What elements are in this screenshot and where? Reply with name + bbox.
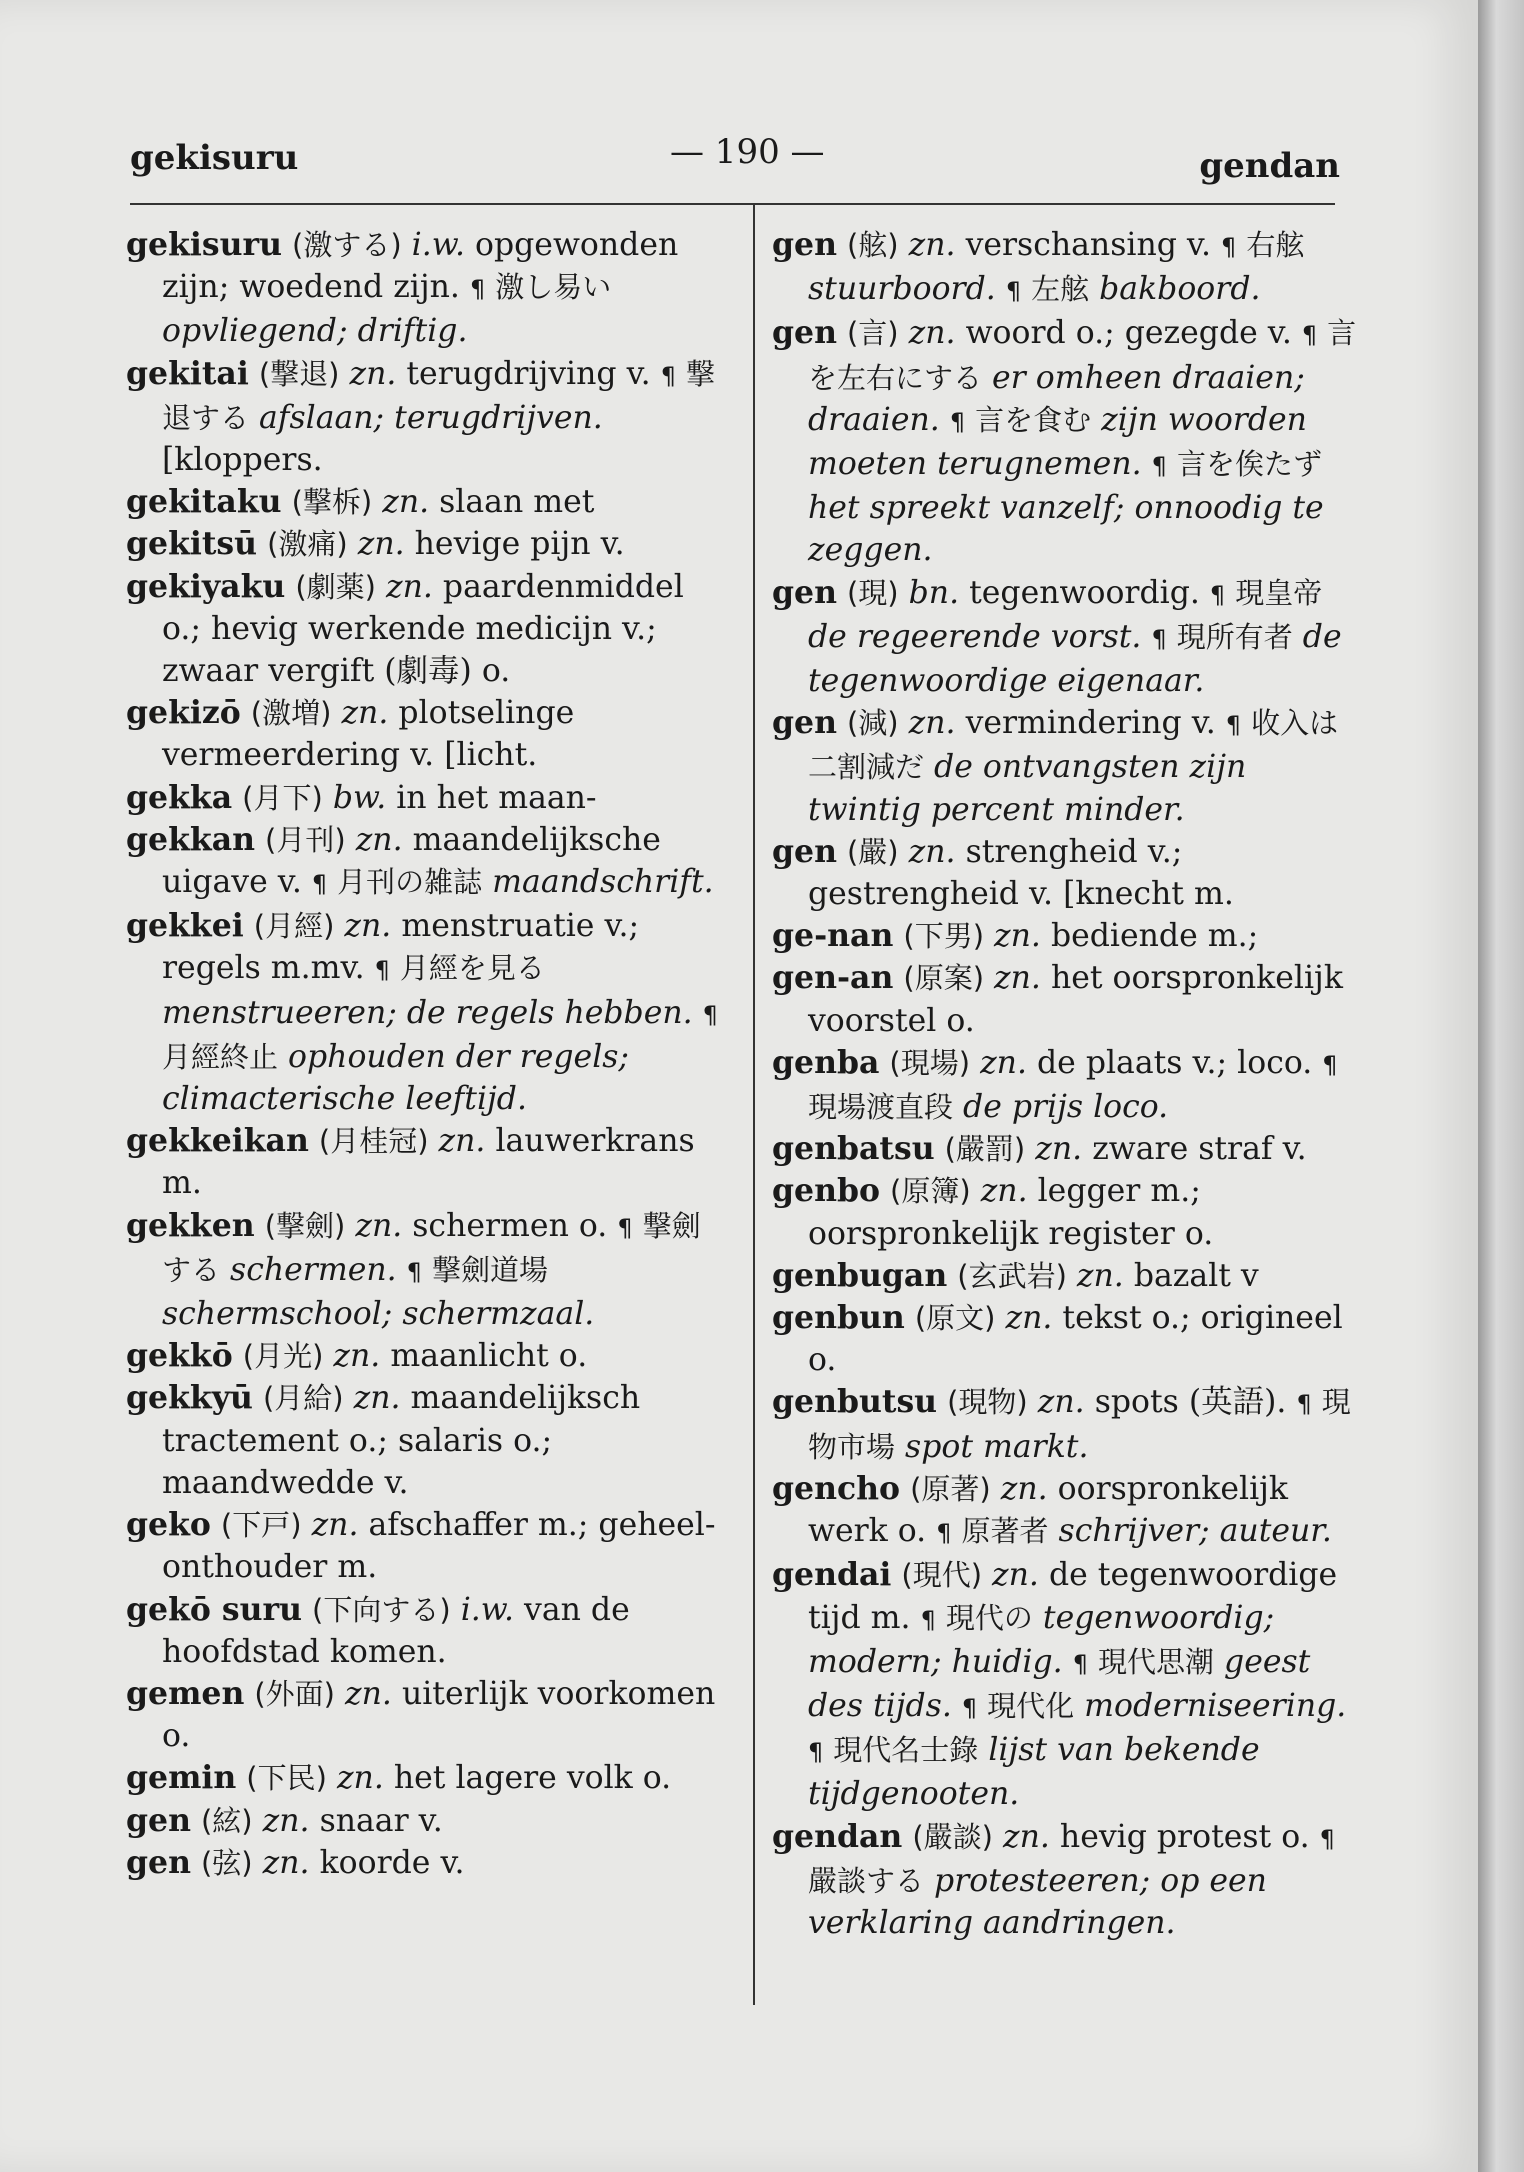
pilcrow-mark: ¶ (1209, 580, 1226, 609)
example-translation: zijn woorden moeten terugnemen. (808, 401, 1307, 483)
headword: gekitsū (126, 525, 258, 563)
definition: het oorspronkelijk voorstel o. (808, 960, 1343, 1039)
headword: ge-nan (772, 917, 894, 955)
dictionary-entry (772, 1042, 1362, 1128)
grammar-label: bn. (908, 574, 960, 611)
example-kanji: 右舷 (1246, 228, 1305, 262)
example-kanji: 激し易い (495, 270, 612, 305)
definition: tekst o.; origineel o. (808, 1300, 1343, 1379)
dictionary-entry (126, 1335, 726, 1377)
headword: gen (772, 226, 837, 263)
definition: tegenwoordig. (969, 574, 1200, 611)
headword: gekō suru (126, 1590, 303, 1628)
headword: gekiyaku (126, 567, 286, 605)
dictionary-entry (126, 224, 726, 353)
headword: gekizō (126, 694, 241, 732)
example-translation: maandschrift. (492, 864, 714, 901)
pilcrow-mark: ¶ (1005, 277, 1022, 306)
dictionary-entry (772, 224, 1362, 312)
headword: gen (772, 704, 837, 742)
example-kanji: 月刊の雑誌 (337, 865, 483, 900)
grammar-label: zn. (353, 1380, 401, 1417)
example-translation: de tegenwoordige eigenaar. (808, 618, 1342, 700)
example-translation: het spreekt vanzelf; onnoodig te zeggen. (808, 490, 1324, 569)
dictionary-entry (126, 905, 726, 1120)
definition: hevige pijn v. (414, 526, 625, 563)
kanji-form: (撃退) (258, 356, 340, 391)
dictionary-entry (126, 1589, 726, 1673)
pilcrow-mark: ¶ (469, 275, 486, 304)
grammar-label: zn. (992, 1557, 1039, 1594)
grammar-label: zn. (1000, 1470, 1048, 1507)
headword: gemen (126, 1674, 245, 1712)
grammar-label: zn. (355, 1207, 403, 1244)
grammar-label: zn. (311, 1507, 359, 1544)
definition: strengheid v.; gestrengheid v. (808, 833, 1183, 913)
pilcrow-mark: ¶ (702, 1000, 718, 1029)
kanji-form: (嚴罰) (944, 1132, 1026, 1167)
dictionary-entry (772, 572, 1362, 703)
pilcrow-mark: ¶ (920, 1605, 936, 1634)
headword: gemin (126, 1759, 237, 1797)
pilcrow-mark: ¶ (617, 1213, 633, 1242)
kanji-form: (月經) (253, 909, 335, 944)
kanji-form: (撃劍) (264, 1208, 346, 1243)
continuation-note: [kloppers. (162, 442, 323, 479)
headword: gekkei (126, 907, 244, 945)
example-translation: moderniseering. (1084, 1687, 1347, 1724)
headword: gen (126, 1801, 191, 1839)
kanji-form: (激痛) (267, 527, 348, 562)
example-translation: de regeerende vorst. (808, 618, 1142, 655)
definition: legger m.; oorspronkelijk register o. (808, 1173, 1214, 1252)
kanji-form: (月下) (242, 780, 323, 815)
headword: gendai (772, 1556, 892, 1594)
grammar-label: zn. (336, 1760, 384, 1797)
definition: spots (英語). (1094, 1384, 1287, 1421)
example-translation: menstrueeren; de regels hebben. (162, 994, 693, 1031)
example-kanji: 撃退する (162, 356, 715, 435)
dictionary-entry (126, 1800, 726, 1842)
pilcrow-mark: ¶ (1322, 1050, 1338, 1079)
dictionary-entry (772, 1297, 1362, 1381)
pilcrow-mark: ¶ (1221, 233, 1237, 261)
dictionary-entry (772, 702, 1362, 831)
definition: menstruatie v.; regels m.mv. (162, 908, 640, 987)
grammar-label: zn. (908, 227, 956, 263)
grammar-label: zn. (355, 821, 403, 858)
definition: slaan met (439, 484, 595, 521)
pilcrow-mark: ¶ (406, 1257, 422, 1286)
grammar-label: zn. (994, 960, 1041, 997)
kanji-form: (舷) (846, 228, 899, 262)
grammar-label: zn. (341, 695, 389, 732)
example-kanji: 嚴談する (808, 1863, 925, 1898)
dictionary-entry (126, 353, 726, 482)
kanji-form: (絃) (200, 1803, 253, 1838)
kanji-form: (撃柝) (291, 485, 373, 520)
headword: gekisuru (126, 226, 282, 263)
example-kanji: 現代思潮 (1098, 1644, 1215, 1679)
grammar-label: zn. (262, 1802, 310, 1839)
dictionary-entry (126, 1673, 726, 1757)
example-translation: schermen. (230, 1251, 397, 1288)
grammar-label: zn. (1002, 1818, 1050, 1855)
grammar-label: i.w. (411, 227, 465, 263)
grammar-label: zn. (349, 355, 397, 392)
dictionary-entry (126, 1842, 726, 1884)
pilcrow-mark: ¶ (1296, 1390, 1312, 1419)
example-kanji: 現場渡直段 (808, 1090, 954, 1125)
example-translation: bakboord. (1099, 271, 1261, 308)
definition: uiterlijk voorkomen o. (162, 1675, 716, 1755)
kanji-form: (月給) (262, 1381, 344, 1416)
definition: verschansing v. (965, 227, 1211, 263)
kanji-form: (下戸) (220, 1508, 302, 1543)
example-translation: schermschool; schermzaal. (162, 1296, 595, 1333)
pilcrow-mark: ¶ (1072, 1649, 1088, 1678)
pilcrow-mark: ¶ (1301, 321, 1318, 350)
example-translation: stuurboord. (808, 271, 996, 308)
headword: gen (772, 832, 837, 870)
kanji-form: (嚴談) (912, 1819, 993, 1854)
pilcrow-mark: ¶ (1151, 452, 1167, 481)
kanji-form: (嚴) (846, 834, 899, 869)
kanji-form: (月桂冠) (318, 1124, 429, 1159)
example-translation: spot markt. (905, 1428, 1089, 1465)
kanji-form: (現) (846, 575, 899, 610)
grammar-label: zn. (438, 1123, 486, 1160)
headword: gekka (126, 778, 233, 816)
dictionary-entry (772, 1554, 1362, 1815)
left-guide-word: gekisuru (130, 138, 299, 178)
definition: bazalt v (1133, 1257, 1259, 1294)
dictionary-entry (126, 692, 726, 776)
headword: gekkyū (126, 1379, 253, 1417)
grammar-label: i.w. (460, 1591, 515, 1628)
example-translation: de prijs loco. (963, 1089, 1169, 1126)
example-kanji: 月經を見る (399, 951, 545, 986)
kanji-form: (原著) (910, 1471, 991, 1506)
kanji-form: (外面) (254, 1676, 335, 1711)
dictionary-entry (772, 957, 1362, 1041)
definition: maanlicht o. (390, 1338, 588, 1375)
kanji-form: (言) (846, 316, 899, 351)
grammar-label: zn. (1005, 1300, 1053, 1337)
headword: gekkan (126, 820, 256, 858)
kanji-form: (劇薬) (295, 569, 376, 604)
example-kanji: 言を俟たず (1176, 447, 1322, 482)
kanji-form: (原文) (914, 1301, 996, 1336)
headword: gen (772, 573, 837, 611)
kanji-form: (現場) (889, 1045, 971, 1080)
dictionary-entry (772, 1170, 1362, 1254)
definition: opgewonden zijn; woedend zijn. (162, 227, 679, 306)
grammar-label: zn. (345, 1675, 392, 1712)
grammar-label: zn. (382, 484, 430, 521)
definition: paardenmiddel o.; hevig werkende medicijn v.; zwaar vergift (劇毒) o. (162, 568, 684, 690)
definition: de plaats v.; loco. (1037, 1044, 1313, 1081)
dictionary-entry (772, 831, 1362, 915)
pilcrow-mark: ¶ (936, 1519, 952, 1548)
kanji-form: (玄武岩) (957, 1258, 1067, 1293)
pilcrow-mark: ¶ (1225, 711, 1242, 740)
header-rule (130, 203, 1335, 205)
pilcrow-mark: ¶ (1319, 1824, 1335, 1853)
pilcrow-mark: ¶ (808, 1738, 824, 1767)
headword: gencho (772, 1469, 901, 1507)
example-kanji: 現代の (945, 1600, 1033, 1635)
definition: van de hoofdstad komen. (162, 1591, 630, 1670)
grammar-label: zn. (980, 1173, 1028, 1210)
example-translation: opvliegend; driftig. (162, 313, 468, 350)
right-guide-word: gendan (1199, 146, 1340, 186)
headword: genbatsu (772, 1130, 935, 1168)
headword: genbo (772, 1172, 881, 1210)
example-translation: lijst van bekende tijdgenooten. (808, 1732, 1260, 1813)
headword: gekitai (126, 354, 249, 392)
right-column (772, 224, 1362, 1944)
grammar-label: bw. (332, 779, 387, 816)
grammar-label: zn. (994, 918, 1041, 955)
headword: gekitaku (126, 483, 282, 521)
dictionary-entry (772, 915, 1362, 957)
kanji-form: (弦) (200, 1845, 253, 1880)
dictionary-entry (126, 523, 726, 565)
example-translation: protesteeren; op een verklaring aandringen. (808, 1862, 1267, 1941)
headword: gekkeikan (126, 1122, 309, 1160)
kanji-form: (激する) (292, 228, 402, 262)
kanji-form: (月光) (242, 1339, 324, 1374)
grammar-label: zn. (262, 1844, 310, 1881)
pilcrow-mark: ¶ (311, 870, 328, 899)
definition: zware straf v. (1092, 1131, 1307, 1168)
pilcrow-mark: ¶ (961, 1693, 978, 1722)
definition: het lagere volk o. (393, 1760, 672, 1797)
kanji-form: (原簿) (890, 1174, 971, 1209)
headword: genbutsu (772, 1383, 938, 1421)
definition: koorde v. (319, 1844, 465, 1881)
example-translation: schrijver; auteur. (1058, 1513, 1332, 1550)
example-translation: er omheen draaien; draaien. (808, 359, 1305, 438)
example-translation: tegenwoordig; modern; huidig. (808, 1599, 1275, 1680)
example-kanji: 收入は二割減だ (808, 706, 1339, 785)
dictionary-entry (772, 1255, 1362, 1297)
continuation-note: [licht. (444, 737, 538, 774)
page-header (130, 120, 1340, 190)
example-translation: geest des tijds. (808, 1643, 1311, 1724)
pilcrow-mark: ¶ (949, 407, 966, 436)
grammar-label: zn. (1035, 1131, 1083, 1168)
definition: afschaffer m.; geheel-onthouder m. (162, 1507, 716, 1586)
dictionary-entry (126, 1377, 726, 1504)
kanji-form: (減) (846, 706, 899, 741)
left-column (126, 224, 726, 1884)
definition: de tegenwoordige tijd m. (808, 1557, 1338, 1636)
dictionary-entry (772, 1468, 1362, 1554)
definition: snaar v. (319, 1802, 443, 1839)
dictionary-entry (772, 1816, 1362, 1945)
grammar-label: zn. (1037, 1384, 1085, 1421)
kanji-form: (下民) (246, 1761, 327, 1796)
dictionary-entry (126, 481, 726, 523)
dictionary-entry (126, 566, 726, 693)
pilcrow-mark: ¶ (660, 361, 676, 390)
continuation-note: [knecht m. (1063, 876, 1234, 913)
example-kanji: 現所有者 (1176, 619, 1293, 654)
definition: hevig protest o. (1059, 1818, 1310, 1855)
dictionary-entry (126, 1205, 726, 1336)
kanji-form: (月刊) (265, 822, 346, 857)
headword: gekken (126, 1206, 255, 1244)
headword: genba (772, 1043, 880, 1081)
definition: in het maan- (396, 779, 597, 816)
example-kanji: 月經終止 (162, 1039, 279, 1074)
kanji-form: (現代) (901, 1558, 983, 1593)
dictionary-entry (126, 777, 726, 819)
dictionary-entry (772, 1381, 1362, 1467)
kanji-form: (激増) (250, 696, 332, 731)
definition: maandelijksche uigave v. (162, 821, 661, 901)
headword: genbun (772, 1299, 905, 1337)
grammar-label: zn. (385, 568, 433, 605)
example-kanji: 現皇帝 (1235, 575, 1323, 610)
column-divider (753, 205, 755, 2005)
dictionary-entry (126, 1757, 726, 1799)
dictionary-entry (126, 1504, 726, 1588)
headword: gen (772, 314, 837, 352)
page-number: — 190 — (670, 132, 825, 172)
dictionary-entry (772, 1128, 1362, 1170)
headword: geko (126, 1506, 211, 1544)
grammar-label: zn. (908, 705, 956, 742)
example-kanji: 現物市場 (808, 1385, 1351, 1464)
pilcrow-mark: ¶ (374, 956, 390, 985)
headword: gen (126, 1843, 191, 1881)
headword: gekkō (126, 1337, 233, 1375)
definition: vermindering v. (965, 705, 1216, 742)
example-translation: de ontvangsten zijn twintig percent minder. (808, 749, 1247, 828)
example-kanji: 現代化 (987, 1688, 1075, 1723)
example-kanji: 言を左右にする (808, 316, 1357, 395)
kanji-form: (下男) (903, 919, 985, 954)
definition: bediende m.; (1050, 918, 1259, 955)
definition: schermen o. (412, 1207, 608, 1244)
example-kanji: 左舷 (1031, 272, 1090, 307)
example-kanji: 言を食む (975, 402, 1092, 437)
headword: genbugan (772, 1256, 948, 1294)
grammar-label: zn. (908, 315, 956, 352)
definition: plotselinge vermeerdering v. (162, 695, 575, 774)
grammar-label: zn. (1076, 1257, 1124, 1294)
pilcrow-mark: ¶ (1151, 624, 1167, 653)
headword: gendan (772, 1817, 903, 1855)
dictionary-entry (126, 819, 726, 905)
kanji-form: (下向する) (312, 1592, 451, 1627)
example-kanji: 原著者 (961, 1514, 1049, 1549)
example-translation: afslaan; terugdrijven. (259, 399, 603, 436)
definition: lauwerkrans m. (162, 1123, 695, 1202)
grammar-label: zn. (344, 908, 392, 945)
grammar-label: zn. (333, 1338, 381, 1375)
example-kanji: 撃劍道場 (431, 1252, 548, 1287)
dictionary-entry (772, 312, 1362, 571)
example-kanji: 撃劍する (162, 1208, 701, 1287)
grammar-label: zn. (357, 526, 405, 563)
example-translation: ophouden der regels; climacterische leeftijd. (162, 1038, 630, 1118)
definition: terugdrijving v. (406, 355, 651, 392)
kanji-form: (原案) (903, 961, 985, 996)
definition: oorspronkelijk werk o. (808, 1470, 1289, 1550)
grammar-label: zn. (908, 833, 956, 870)
grammar-label: zn. (980, 1044, 1027, 1081)
example-kanji: 現代名士錄 (833, 1733, 979, 1768)
kanji-form: (現物) (947, 1385, 1028, 1420)
page-edge (1478, 0, 1524, 2172)
definition: maandelijksch tractement o.; salaris o.; maandwedde v. (162, 1380, 641, 1501)
dictionary-entry (126, 1120, 726, 1204)
headword: gen-an (772, 959, 894, 997)
definition: woord o.; gezegde v. (965, 315, 1292, 352)
